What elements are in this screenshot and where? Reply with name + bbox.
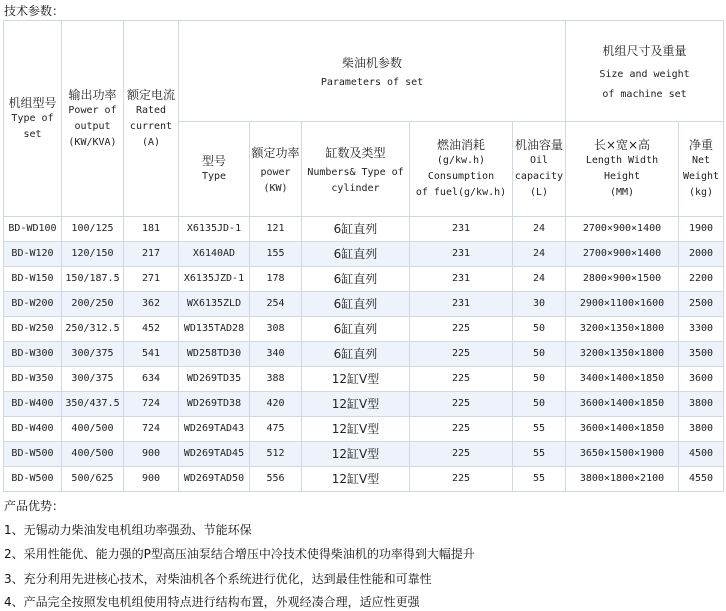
header-cylinder: 缸数及类型 Numbers& Type of cylinder — [302, 122, 410, 217]
cell-engine-power: 420 — [250, 392, 302, 417]
cell-dimensions: 3200×1350×1800 — [566, 317, 679, 342]
cell-engine-power: 178 — [250, 267, 302, 292]
cell-current: 634 — [124, 367, 179, 392]
spec-table — [3, 20, 724, 492]
cell-current: 181 — [124, 217, 179, 242]
cell-cylinder: 12缸V型 — [302, 442, 410, 467]
cell-current: 271 — [124, 267, 179, 292]
table-row — [4, 292, 724, 317]
table-row — [4, 392, 724, 417]
cell-oil: 55 — [513, 417, 566, 442]
cell-engine-type: X6140AD — [179, 242, 250, 267]
cell-weight: 3600 — [679, 367, 724, 392]
cell-current: 900 — [124, 467, 179, 492]
advantage-item-2: 2、采用性能优、能力强的P型高压油泵结合增压中冷技术使得柴油机的功率得到大幅提升 — [4, 547, 475, 561]
cell-weight: 3500 — [679, 342, 724, 367]
cell-fuel: 225 — [410, 367, 513, 392]
cell-engine-power: 254 — [250, 292, 302, 317]
cell-engine-type: WD269TD38 — [179, 392, 250, 417]
cell-cylinder: 6缸直列 — [302, 292, 410, 317]
cell-model: BD-W200 — [4, 292, 62, 317]
cell-cylinder: 6缸直列 — [302, 317, 410, 342]
cell-engine-type: X6135JZD-1 — [179, 267, 250, 292]
cell-weight: 2500 — [679, 292, 724, 317]
cell-model: BD-W150 — [4, 267, 62, 292]
cell-cylinder: 12缸V型 — [302, 467, 410, 492]
cell-model: BD-W250 — [4, 317, 62, 342]
cell-power: 120/150 — [62, 242, 124, 267]
cell-weight: 1900 — [679, 217, 724, 242]
cell-engine-power: 388 — [250, 367, 302, 392]
cell-oil: 24 — [513, 242, 566, 267]
table-row — [4, 342, 724, 367]
cell-oil: 24 — [513, 217, 566, 242]
cell-power: 250/312.5 — [62, 317, 124, 342]
cell-weight: 3300 — [679, 317, 724, 342]
cell-fuel: 225 — [410, 392, 513, 417]
advantages-title: 产品优势： — [4, 499, 65, 513]
header-dimensions: 长×宽×高 Length Width Height (MM) — [566, 122, 679, 217]
cell-dimensions: 2800×900×1500 — [566, 267, 679, 292]
cell-weight: 3800 — [679, 417, 724, 442]
cell-dimensions: 3650×1500×1900 — [566, 442, 679, 467]
cell-fuel: 225 — [410, 342, 513, 367]
cell-engine-power: 121 — [250, 217, 302, 242]
header-engine-type: 型号 Type — [179, 122, 250, 217]
cell-current: 900 — [124, 442, 179, 467]
cell-power: 500/625 — [62, 467, 124, 492]
advantage-item-4: 4、产品完全按照发电机组使用特点进行结构布置，外观经凑合理，适应性更强 — [4, 595, 420, 609]
header-current: 额定电流 Rated current (A) — [124, 21, 179, 217]
cell-engine-power: 475 — [250, 417, 302, 442]
cell-engine-type: WD258TD30 — [179, 342, 250, 367]
section-title: 技术参数： — [4, 4, 65, 18]
cell-model: BD-W400 — [4, 392, 62, 417]
cell-current: 724 — [124, 392, 179, 417]
table-row — [4, 467, 724, 492]
cell-engine-type: WX6135ZLD — [179, 292, 250, 317]
table-row — [4, 317, 724, 342]
cell-fuel: 225 — [410, 442, 513, 467]
cell-engine-type: WD269TAD43 — [179, 417, 250, 442]
cell-model: BD-W500 — [4, 467, 62, 492]
cell-model: BD-WD100 — [4, 217, 62, 242]
cell-dimensions: 3800×1800×2100 — [566, 467, 679, 492]
table-row — [4, 442, 724, 467]
cell-dimensions: 3200×1350×1800 — [566, 342, 679, 367]
cell-dimensions: 2700×900×1400 — [566, 242, 679, 267]
cell-power: 400/500 — [62, 442, 124, 467]
cell-dimensions: 2700×900×1400 — [566, 217, 679, 242]
cell-power: 350/437.5 — [62, 392, 124, 417]
header-model: 机组型号 Type of set — [4, 21, 62, 217]
table-row — [4, 367, 724, 392]
cell-oil: 50 — [513, 342, 566, 367]
cell-power: 300/375 — [62, 367, 124, 392]
cell-current: 217 — [124, 242, 179, 267]
cell-power: 300/375 — [62, 342, 124, 367]
cell-engine-power: 340 — [250, 342, 302, 367]
cell-oil: 50 — [513, 367, 566, 392]
cell-weight: 2000 — [679, 242, 724, 267]
cell-model: BD-W350 — [4, 367, 62, 392]
cell-fuel: 231 — [410, 292, 513, 317]
cell-dimensions: 3600×1400×1850 — [566, 417, 679, 442]
cell-power: 400/500 — [62, 417, 124, 442]
cell-fuel: 231 — [410, 242, 513, 267]
table-row — [4, 417, 724, 442]
cell-oil: 24 — [513, 267, 566, 292]
cell-oil: 50 — [513, 392, 566, 417]
cell-engine-type: X6135JD-1 — [179, 217, 250, 242]
cell-cylinder: 6缸直列 — [302, 267, 410, 292]
cell-dimensions: 3400×1400×1850 — [566, 367, 679, 392]
header-oil: 机油容量 Oil capacity (L) — [513, 122, 566, 217]
cell-current: 362 — [124, 292, 179, 317]
cell-fuel: 231 — [410, 217, 513, 242]
cell-engine-power: 155 — [250, 242, 302, 267]
header-size-weight: 机组尺寸及重量 Size and weight of machine set — [566, 21, 724, 122]
table-header-row — [4, 21, 724, 122]
cell-weight: 2200 — [679, 267, 724, 292]
cell-weight: 4550 — [679, 467, 724, 492]
header-power: 输出功率 Power of output (KW/KVA) — [62, 21, 124, 217]
cell-cylinder: 6缸直列 — [302, 342, 410, 367]
advantage-item-1: 1、无锡动力柴油发电机组功率强劲、节能环保 — [4, 523, 252, 537]
cell-fuel: 225 — [410, 417, 513, 442]
cell-model: BD-W120 — [4, 242, 62, 267]
cell-fuel: 225 — [410, 467, 513, 492]
cell-power: 200/250 — [62, 292, 124, 317]
cell-weight: 3800 — [679, 392, 724, 417]
header-fuel: 燃油消耗 (g/kw.h) Consumption of fuel(g/kw.h) — [410, 122, 513, 217]
cell-power: 100/125 — [62, 217, 124, 242]
table-row — [4, 267, 724, 292]
cell-power: 150/187.5 — [62, 267, 124, 292]
cell-engine-power: 556 — [250, 467, 302, 492]
cell-current: 452 — [124, 317, 179, 342]
cell-cylinder: 12缸V型 — [302, 417, 410, 442]
header-weight: 净重 Net Weight (kg) — [679, 122, 724, 217]
cell-oil: 30 — [513, 292, 566, 317]
cell-weight: 4500 — [679, 442, 724, 467]
cell-cylinder: 12缸V型 — [302, 367, 410, 392]
table-row — [4, 217, 724, 242]
cell-engine-power: 308 — [250, 317, 302, 342]
header-engine-power: 额定功率 power (KW) — [250, 122, 302, 217]
cell-cylinder: 6缸直列 — [302, 217, 410, 242]
table-row — [4, 242, 724, 267]
cell-engine-type: WD269TAD50 — [179, 467, 250, 492]
cell-engine-type: WD269TAD45 — [179, 442, 250, 467]
cell-current: 724 — [124, 417, 179, 442]
cell-model: BD-W300 — [4, 342, 62, 367]
cell-cylinder: 12缸V型 — [302, 392, 410, 417]
cell-fuel: 231 — [410, 267, 513, 292]
cell-oil: 55 — [513, 467, 566, 492]
cell-engine-power: 512 — [250, 442, 302, 467]
cell-cylinder: 6缸直列 — [302, 242, 410, 267]
cell-dimensions: 2900×1100×1600 — [566, 292, 679, 317]
advantage-item-3: 3、充分利用先进核心技术，对柴油机各个系统进行优化，达到最佳性能和可靠性 — [4, 572, 432, 586]
cell-dimensions: 3600×1400×1850 — [566, 392, 679, 417]
cell-oil: 55 — [513, 442, 566, 467]
cell-fuel: 225 — [410, 317, 513, 342]
cell-oil: 50 — [513, 317, 566, 342]
cell-engine-type: WD135TAD28 — [179, 317, 250, 342]
cell-current: 541 — [124, 342, 179, 367]
cell-model: BD-W500 — [4, 442, 62, 467]
header-engine-parameters: 柴油机参数 Parameters of set — [179, 21, 566, 122]
cell-engine-type: WD269TD35 — [179, 367, 250, 392]
cell-model: BD-W400 — [4, 417, 62, 442]
